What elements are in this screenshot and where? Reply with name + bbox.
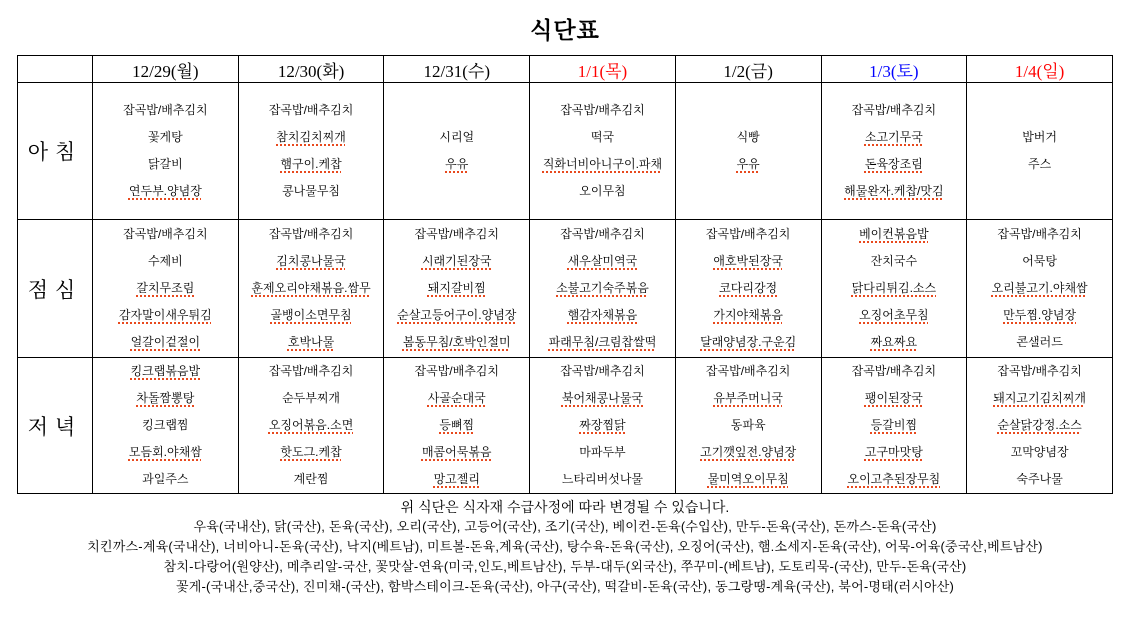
footnote-line: 치킨까스-계육(국내산), 너비아니-돈육(국산), 낙지(베트남), 미트볼-돈육,계육(국산), 탕수육-돈육(국산), 오징어(국산), 햄.소세지-돈육(국산), 어묵-어육(중국산,베트남산) [87, 539, 1043, 554]
menu-item: 파래무침/크림찹쌀떡 [548, 335, 657, 349]
column-header: 12/29(월) [93, 56, 239, 83]
menu-cell [967, 358, 1113, 494]
menu-item: 소고기무국 [864, 130, 923, 144]
menu-item: 잡곡밥/배추김치 [414, 227, 499, 241]
menu-item: 고기깻잎전.양념장 [700, 445, 797, 459]
menu-item: 우유 [445, 157, 469, 171]
menu-item: 잡곡밥/배추김치 [414, 364, 499, 378]
column-header: 1/1(목) [530, 56, 676, 83]
menu-cell [821, 358, 967, 494]
menu-cell [530, 83, 676, 220]
column-header: 1/2(금) [675, 56, 821, 83]
menu-item: 참치김치찌개 [276, 130, 346, 144]
menu-cell [675, 358, 821, 494]
menu-item: 닭다리튀김.소스 [851, 281, 937, 295]
menu-item: 유부주머니국 [713, 391, 783, 405]
menu-cell [93, 358, 239, 494]
menu-cell [238, 83, 384, 220]
menu-cell [675, 220, 821, 358]
menu-item: 잡곡밥/배추김치 [705, 364, 791, 378]
menu-item: 잡곡밥/배추김치 [123, 227, 208, 241]
menu-item: 잡곡밥/배추김치 [560, 227, 645, 241]
menu-item: 숙주나물 [1016, 472, 1063, 486]
menu-item: 우유 [736, 157, 760, 171]
menu-item: 오이고추된장무침 [847, 472, 941, 486]
menu-item: 매콤어묵볶음 [421, 445, 492, 459]
menu-item: 계란찜 [293, 472, 329, 486]
menu-item: 밥버거 [1022, 130, 1057, 144]
menu-cell [384, 220, 530, 358]
menu-item: 호박나물 [287, 335, 335, 349]
menu-item: 돈육장조림 [864, 157, 923, 171]
menu-item: 핫도그.케찹 [280, 445, 342, 459]
menu-item: 코다리강정 [719, 281, 778, 295]
menu-item: 꽃게탕 [147, 130, 183, 144]
menu-item: 팽이된장국 [864, 391, 923, 405]
menu-item: 킹크랩찜 [142, 418, 189, 432]
menu-item: 얼갈이겉절이 [130, 335, 201, 349]
menu-cell [384, 83, 530, 220]
menu-item: 갈치무조림 [136, 281, 195, 295]
menu-item: 직화너비아니구이.파채 [542, 157, 663, 171]
menu-item: 잡곡밥/배추김치 [268, 227, 354, 241]
menu-cell [93, 220, 239, 358]
menu-item: 햄구이.케찹 [280, 157, 342, 171]
column-header: 1/3(토) [821, 56, 967, 83]
menu-item: 킹크랩볶음밥 [130, 364, 201, 378]
menu-item: 훈제오리야채볶음.쌈무 [251, 281, 371, 295]
menu-item: 물미역오이무침 [707, 472, 789, 486]
menu-item: 돼지고기김치찌개 [993, 391, 1086, 405]
menu-item: 등갈비찜 [870, 418, 918, 432]
menu-item: 콩나물무침 [282, 184, 341, 198]
table-body [18, 83, 1113, 494]
menu-item: 북어채콩나물국 [561, 391, 644, 405]
meal-row-label: 아침 [18, 83, 93, 220]
menu-item: 마파두부 [579, 445, 626, 459]
menu-item: 잡곡밥/배추김치 [560, 103, 645, 117]
meal-row-label: 점심 [18, 220, 93, 358]
menu-item: 김치콩나물국 [276, 254, 346, 268]
menu-item: 애호박된장국 [713, 254, 783, 268]
page-title: 식단표 [530, 18, 600, 43]
column-header: 12/30(화) [238, 56, 384, 83]
footnote-line: 우육(국내산), 닭(국산), 돈육(국산), 오리(국산), 고등어(국산), 조기(국산), 베이컨-돈육(수입산), 만두-돈육(국산), 돈까스-돈육(국산) [193, 519, 937, 534]
menu-cell [384, 358, 530, 494]
menu-cell [530, 358, 676, 494]
menu-item: 베이컨볶음밥 [859, 227, 929, 241]
menu-item: 모듬회.야채쌈 [128, 445, 202, 459]
footnote-line: 참치-다랑어(원양산), 메추리알-국산, 꽃맛살-연육(미국,인도,베트남산), 두부-대두(외국산), 쭈꾸미-(베트남), 도토리묵-(국산), 만두-돈육(국산) [163, 559, 967, 574]
menu-item: 골뱅이소면무침 [270, 308, 352, 322]
menu-item: 등뼈찜 [439, 418, 475, 432]
menu-item: 과일주스 [142, 472, 189, 486]
menu-item: 식빵 [736, 130, 760, 144]
menu-item: 어묵탕 [1022, 254, 1057, 268]
menu-item: 시리얼 [439, 130, 475, 144]
menu-item: 소불고기숙주볶음 [556, 281, 649, 295]
menu-item: 연두부.양념장 [128, 184, 202, 198]
menu-item: 차돌짬뽕탕 [136, 391, 195, 405]
menu-item: 잡곡밥/배추김치 [851, 103, 937, 117]
menu-item: 해물완자.케찹/맛김 [844, 184, 944, 198]
menu-item: 동파육 [730, 418, 766, 432]
menu-item: 망고젤리 [433, 472, 480, 486]
footnote-line: 꽃게-(국내산,중국산), 진미채-(국산), 함박스테이크-돈육(국산), 아구(국산), 떡갈비-돈육(국산), 동그랑땡-계육(국산), 북어-명태(러시아산) [175, 579, 955, 594]
menu-item: 순살닭강정.소스 [997, 418, 1082, 432]
menu-item: 감자말이새우튀김 [118, 308, 212, 322]
menu-item: 떡국 [590, 130, 615, 144]
menu-cell [967, 83, 1113, 220]
menu-cell [967, 220, 1113, 358]
menu-item: 만두찜.양념장 [1003, 308, 1077, 322]
menu-item: 햄감자채볶음 [567, 308, 638, 322]
menu-item: 오리불고기.야채쌈 [991, 281, 1088, 295]
menu-item: 잡곡밥/배추김치 [851, 364, 937, 378]
meal-row [18, 83, 1113, 220]
footnotes [0, 497, 1130, 597]
menu-item: 짜요짜요 [870, 335, 918, 349]
menu-item: 돼지갈비찜 [427, 281, 486, 295]
meal-plan-document [0, 12, 1130, 597]
menu-item: 잡곡밥/배추김치 [560, 364, 645, 378]
meal-row-label: 저녁 [18, 358, 93, 494]
menu-cell [238, 220, 384, 358]
menu-cell [530, 220, 676, 358]
menu-item: 잡곡밥/배추김치 [268, 103, 354, 117]
menu-item: 느타리버섯나물 [561, 472, 644, 486]
menu-item: 잡곡밥/배추김치 [123, 103, 208, 117]
menu-item: 잡곡밥/배추김치 [997, 227, 1082, 241]
corner-cell [18, 56, 93, 83]
menu-item: 오징어볶음.소면 [268, 418, 354, 432]
column-header: 12/31(수) [384, 56, 530, 83]
menu-item: 콘샐러드 [1016, 335, 1063, 349]
menu-item: 시래기된장국 [421, 254, 492, 268]
menu-item: 짜장찜닭 [579, 418, 626, 432]
menu-item: 오이무침 [579, 184, 626, 198]
menu-cell [93, 83, 239, 220]
table-header-row [18, 56, 1113, 83]
menu-item: 수제비 [147, 254, 183, 268]
meal-row [18, 358, 1113, 494]
menu-item: 사골순대국 [427, 391, 486, 405]
menu-item: 봄동무침/호박인절미 [402, 335, 511, 349]
menu-item: 달래양념장.구운김 [700, 335, 797, 349]
menu-item: 잡곡밥/배추김치 [997, 364, 1082, 378]
column-header: 1/4(일) [967, 56, 1113, 83]
menu-item: 오징어초무침 [859, 308, 929, 322]
menu-item: 새우살미역국 [567, 254, 638, 268]
menu-item: 가지야채볶음 [713, 308, 783, 322]
menu-item: 잡곡밥/배추김치 [268, 364, 354, 378]
meal-row [18, 220, 1113, 358]
footnote-line: 위 식단은 식자재 수급사정에 따라 변경될 수 있습니다. [400, 499, 730, 515]
menu-item: 고구마맛탕 [864, 445, 923, 459]
menu-item: 잔치국수 [870, 254, 918, 268]
meal-plan-table [17, 55, 1113, 494]
menu-cell [821, 83, 967, 220]
menu-item: 잡곡밥/배추김치 [705, 227, 791, 241]
menu-item: 주스 [1028, 157, 1052, 171]
menu-item: 꼬막양념장 [1010, 445, 1069, 459]
menu-item: 닭갈비 [147, 157, 183, 171]
menu-item: 순살고등어구이.양념장 [397, 308, 517, 322]
menu-cell [821, 220, 967, 358]
menu-cell [238, 358, 384, 494]
menu-cell [675, 83, 821, 220]
menu-item: 순두부찌개 [282, 391, 341, 405]
